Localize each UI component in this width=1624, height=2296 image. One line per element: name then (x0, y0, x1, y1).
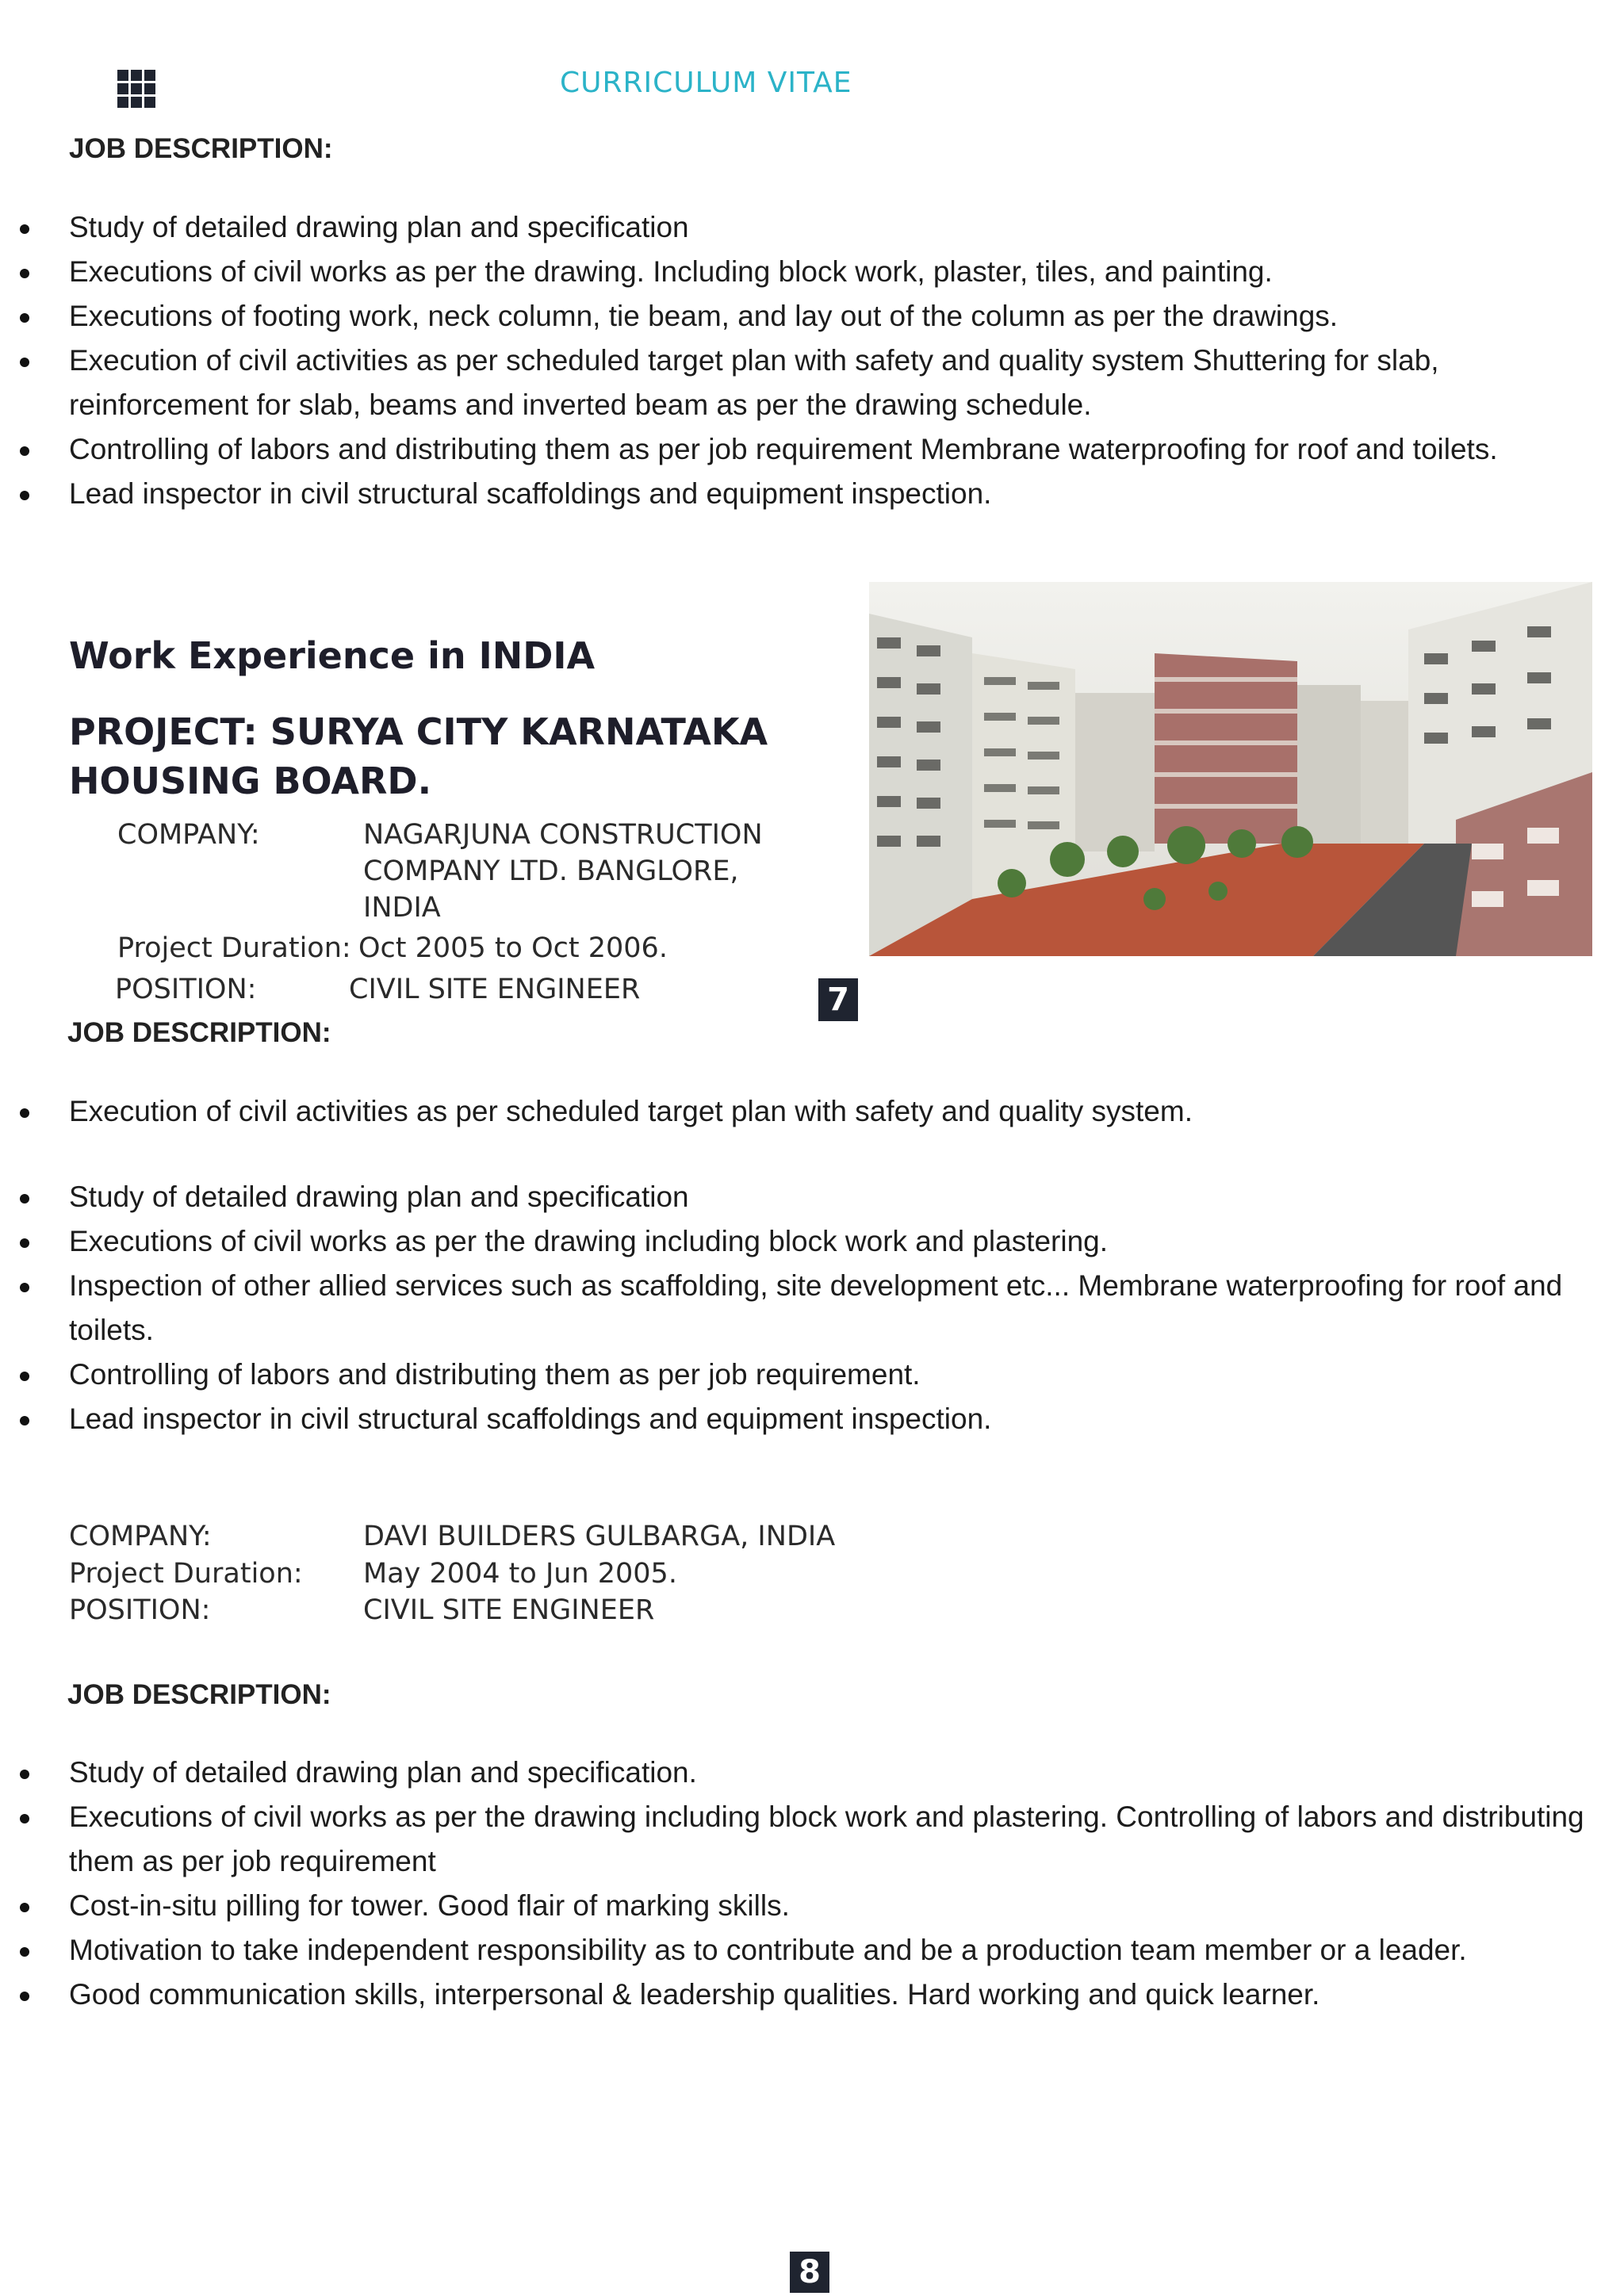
header-title: CURRICULUM VITAE (560, 67, 852, 99)
list-item: Lead inspector in civil structural scaffoldings and equipment inspection. (0, 472, 1594, 516)
list-item: Inspection of other allied services such as scaffolding, site development etc... Membrane waterproofing for roof and toilets. (0, 1264, 1594, 1353)
grid-icon (117, 70, 155, 108)
job-description-heading: JOB DESCRIPTION: (67, 1679, 331, 1710)
position-label: POSITION: (69, 1594, 211, 1626)
list-item: Executions of civil works as per the drawing including block work and plastering. (0, 1219, 1594, 1264)
position-value: CIVIL SITE ENGINEER (349, 974, 641, 1005)
list-item: Motivation to take independent responsibility as to contribute and be a production team member or a leader. (0, 1928, 1594, 1973)
list-item: Lead inspector in civil structural scaffoldings and equipment inspection. (0, 1397, 1594, 1441)
job-description-list (0, 1751, 1594, 2017)
duration-value: Oct 2005 to Oct 2006. (358, 932, 668, 964)
list-item: Study of detailed drawing plan and specification. (0, 1751, 1594, 1795)
job-description-list (0, 1089, 1594, 1441)
job-description-list (0, 205, 1594, 516)
company-label: COMPANY: (69, 1521, 212, 1552)
list-item: Execution of civil activities as per scheduled target plan with safety and quality system Shuttering for slab, reinforcement for slab, beams and inverted beam as per the drawing schedule. (0, 339, 1594, 427)
image-number-badge: 7 (818, 978, 858, 1021)
job-description-heading: JOB DESCRIPTION: (69, 133, 333, 164)
list-item: Good communication skills, interpersonal & leadership qualities. Hard working and quick learner. (0, 1973, 1594, 2017)
list-item: Execution of civil activities as per scheduled target plan with safety and quality system. (0, 1089, 1594, 1134)
company-value: NAGARJUNA CONSTRUCTION COMPANY LTD. BANGLORE, INDIA (363, 819, 763, 924)
project-title: PROJECT: SURYA CITY KARNATAKA HOUSING BOARD. (69, 710, 768, 802)
list-item: Study of detailed drawing plan and specification (0, 1175, 1594, 1219)
list-item: Cost-in-situ pilling for tower. Good flair of marking skills. (0, 1884, 1594, 1928)
position-value: CIVIL SITE ENGINEER (363, 1594, 655, 1626)
duration-label: Project Duration: (69, 1558, 303, 1590)
list-item: Executions of footing work, neck column, tie beam, and lay out of the column as per the drawings. (0, 294, 1594, 339)
list-item: Executions of civil works as per the drawing including block work and plastering. Controlling of labors and distributing them as per job requirement (0, 1795, 1594, 1884)
position-label: POSITION: (115, 974, 257, 1005)
company-label: COMPANY: (117, 819, 260, 851)
company-value: DAVI BUILDERS GULBARGA, INDIA (363, 1521, 836, 1552)
list-item: Controlling of labors and distributing them as per job requirement Membrane waterproofing for roof and toilets. (0, 427, 1594, 472)
list-item: Study of detailed drawing plan and specification (0, 205, 1594, 250)
list-item: Controlling of labors and distributing them as per job requirement. (0, 1353, 1594, 1397)
page-number: 8 (790, 2252, 829, 2293)
housing-complex-photo (869, 582, 1592, 956)
job-description-heading: JOB DESCRIPTION: (67, 1017, 331, 1048)
list-item: Executions of civil works as per the drawing. Including block work, plaster, tiles, and painting. (0, 250, 1594, 294)
duration-value: May 2004 to Jun 2005. (363, 1558, 677, 1590)
duration-label: Project Duration: (117, 932, 351, 964)
section-title: Work Experience in INDIA (69, 634, 596, 677)
